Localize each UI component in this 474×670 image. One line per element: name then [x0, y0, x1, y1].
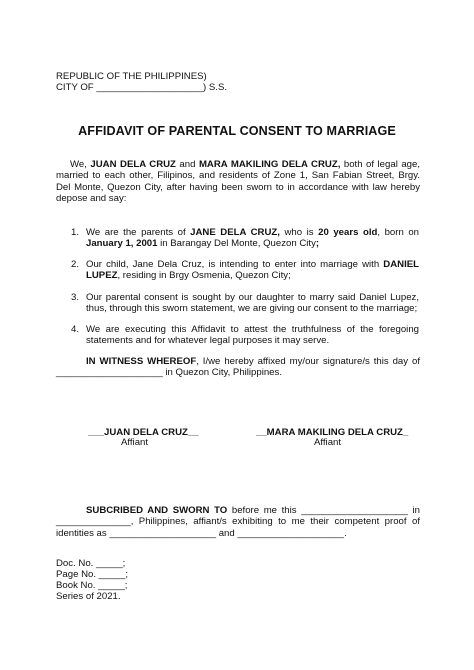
header-republic: REPUBLIC OF THE PHILIPPINES): [56, 71, 207, 82]
signature-mother-name: __MARA MAKILING DELA CRUZ_: [256, 427, 409, 438]
jurat-text: before me this ____________________ in ______________, Philippines, affiant/s exhibiting to me their competent proof of identities as ____________________ and ____________________.: [56, 505, 420, 539]
signature-mother-label: Affiant: [314, 437, 342, 448]
mother-name: MARA MAKILING DELA CRUZ,: [198, 159, 341, 170]
groom-name: DANIEL LUPEZ: [86, 259, 419, 282]
item-1-part-b: who is: [279, 227, 319, 238]
witness-text: , I/we hereby affixed my/our signature/s this day of ____________________ in Quezon City, Philippines.: [56, 356, 420, 379]
jurat-heading: SUBCRIBED AND SWORN TO: [86, 505, 228, 516]
item-1-part-a: We are the parents of: [86, 227, 191, 238]
intro-paragraph: [56, 159, 420, 205]
signature-father-label: Affiant: [121, 437, 149, 448]
item-1-text: [86, 227, 419, 250]
item-3-text: Our parental consent is sought by our daughter to marry said Daniel Lupez, thus, through this sworn statement, we are giving our consent to the marriage;: [86, 292, 419, 315]
item-2-part-b: , residing in Brgy Osmenia, Quezon City;: [117, 270, 291, 282]
item-1-part-c: , born on: [377, 227, 419, 238]
intro-text-1: We,: [70, 159, 91, 170]
witness-heading: IN WITNESS WHEREOF: [86, 356, 197, 367]
notary-book-no: Book No. _____;: [56, 580, 128, 591]
child-name: JANE DELA CRUZ,: [190, 227, 280, 238]
item-1-part-e: ;: [315, 238, 320, 250]
notary-series: Series of 2021.: [56, 591, 121, 602]
item-2-number: 2.: [71, 259, 80, 270]
item-4-text: We are executing this Affidavit to attest the truthfulness of the foregoing statements and for whatever legal purposes it may serve.: [86, 324, 419, 347]
notary-doc-no: Doc. No. _____;: [56, 558, 126, 569]
notary-page-no: Page No. _____;: [56, 569, 129, 580]
item-3-number: 3.: [71, 292, 80, 303]
signature-father-name: ___JUAN DELA CRUZ__: [88, 427, 199, 438]
item-2-part-a: Our child, Jane Dela Cruz, is intending to enter into marriage with: [86, 259, 384, 270]
item-2-text: [86, 259, 419, 282]
jurat-paragraph: [56, 505, 420, 539]
father-name: JUAN DELA CRUZ: [90, 159, 176, 170]
child-age: 20 years old: [318, 227, 378, 238]
witness-paragraph: [56, 356, 420, 379]
intro-text-3: both of legal age, married to each other, Filipinos, and residents of Zone 1, San Fabian Street, Brgy. Del Monte, Quezon City, after having been sworn to in accordance with law hereby depose and say:: [56, 159, 420, 205]
intro-text-2: and: [175, 159, 199, 170]
item-4-number: 4.: [71, 324, 80, 335]
item-1-part-d: in Barangay Del Monte, Quezon City: [157, 238, 316, 250]
document-title: AFFIDAVIT OF PARENTAL CONSENT TO MARRIAGE: [78, 124, 396, 138]
item-1-number: 1.: [71, 227, 80, 238]
header-city: CITY OF ____________________) S.S.: [56, 82, 228, 93]
child-dob: January 1, 2001: [86, 238, 158, 250]
